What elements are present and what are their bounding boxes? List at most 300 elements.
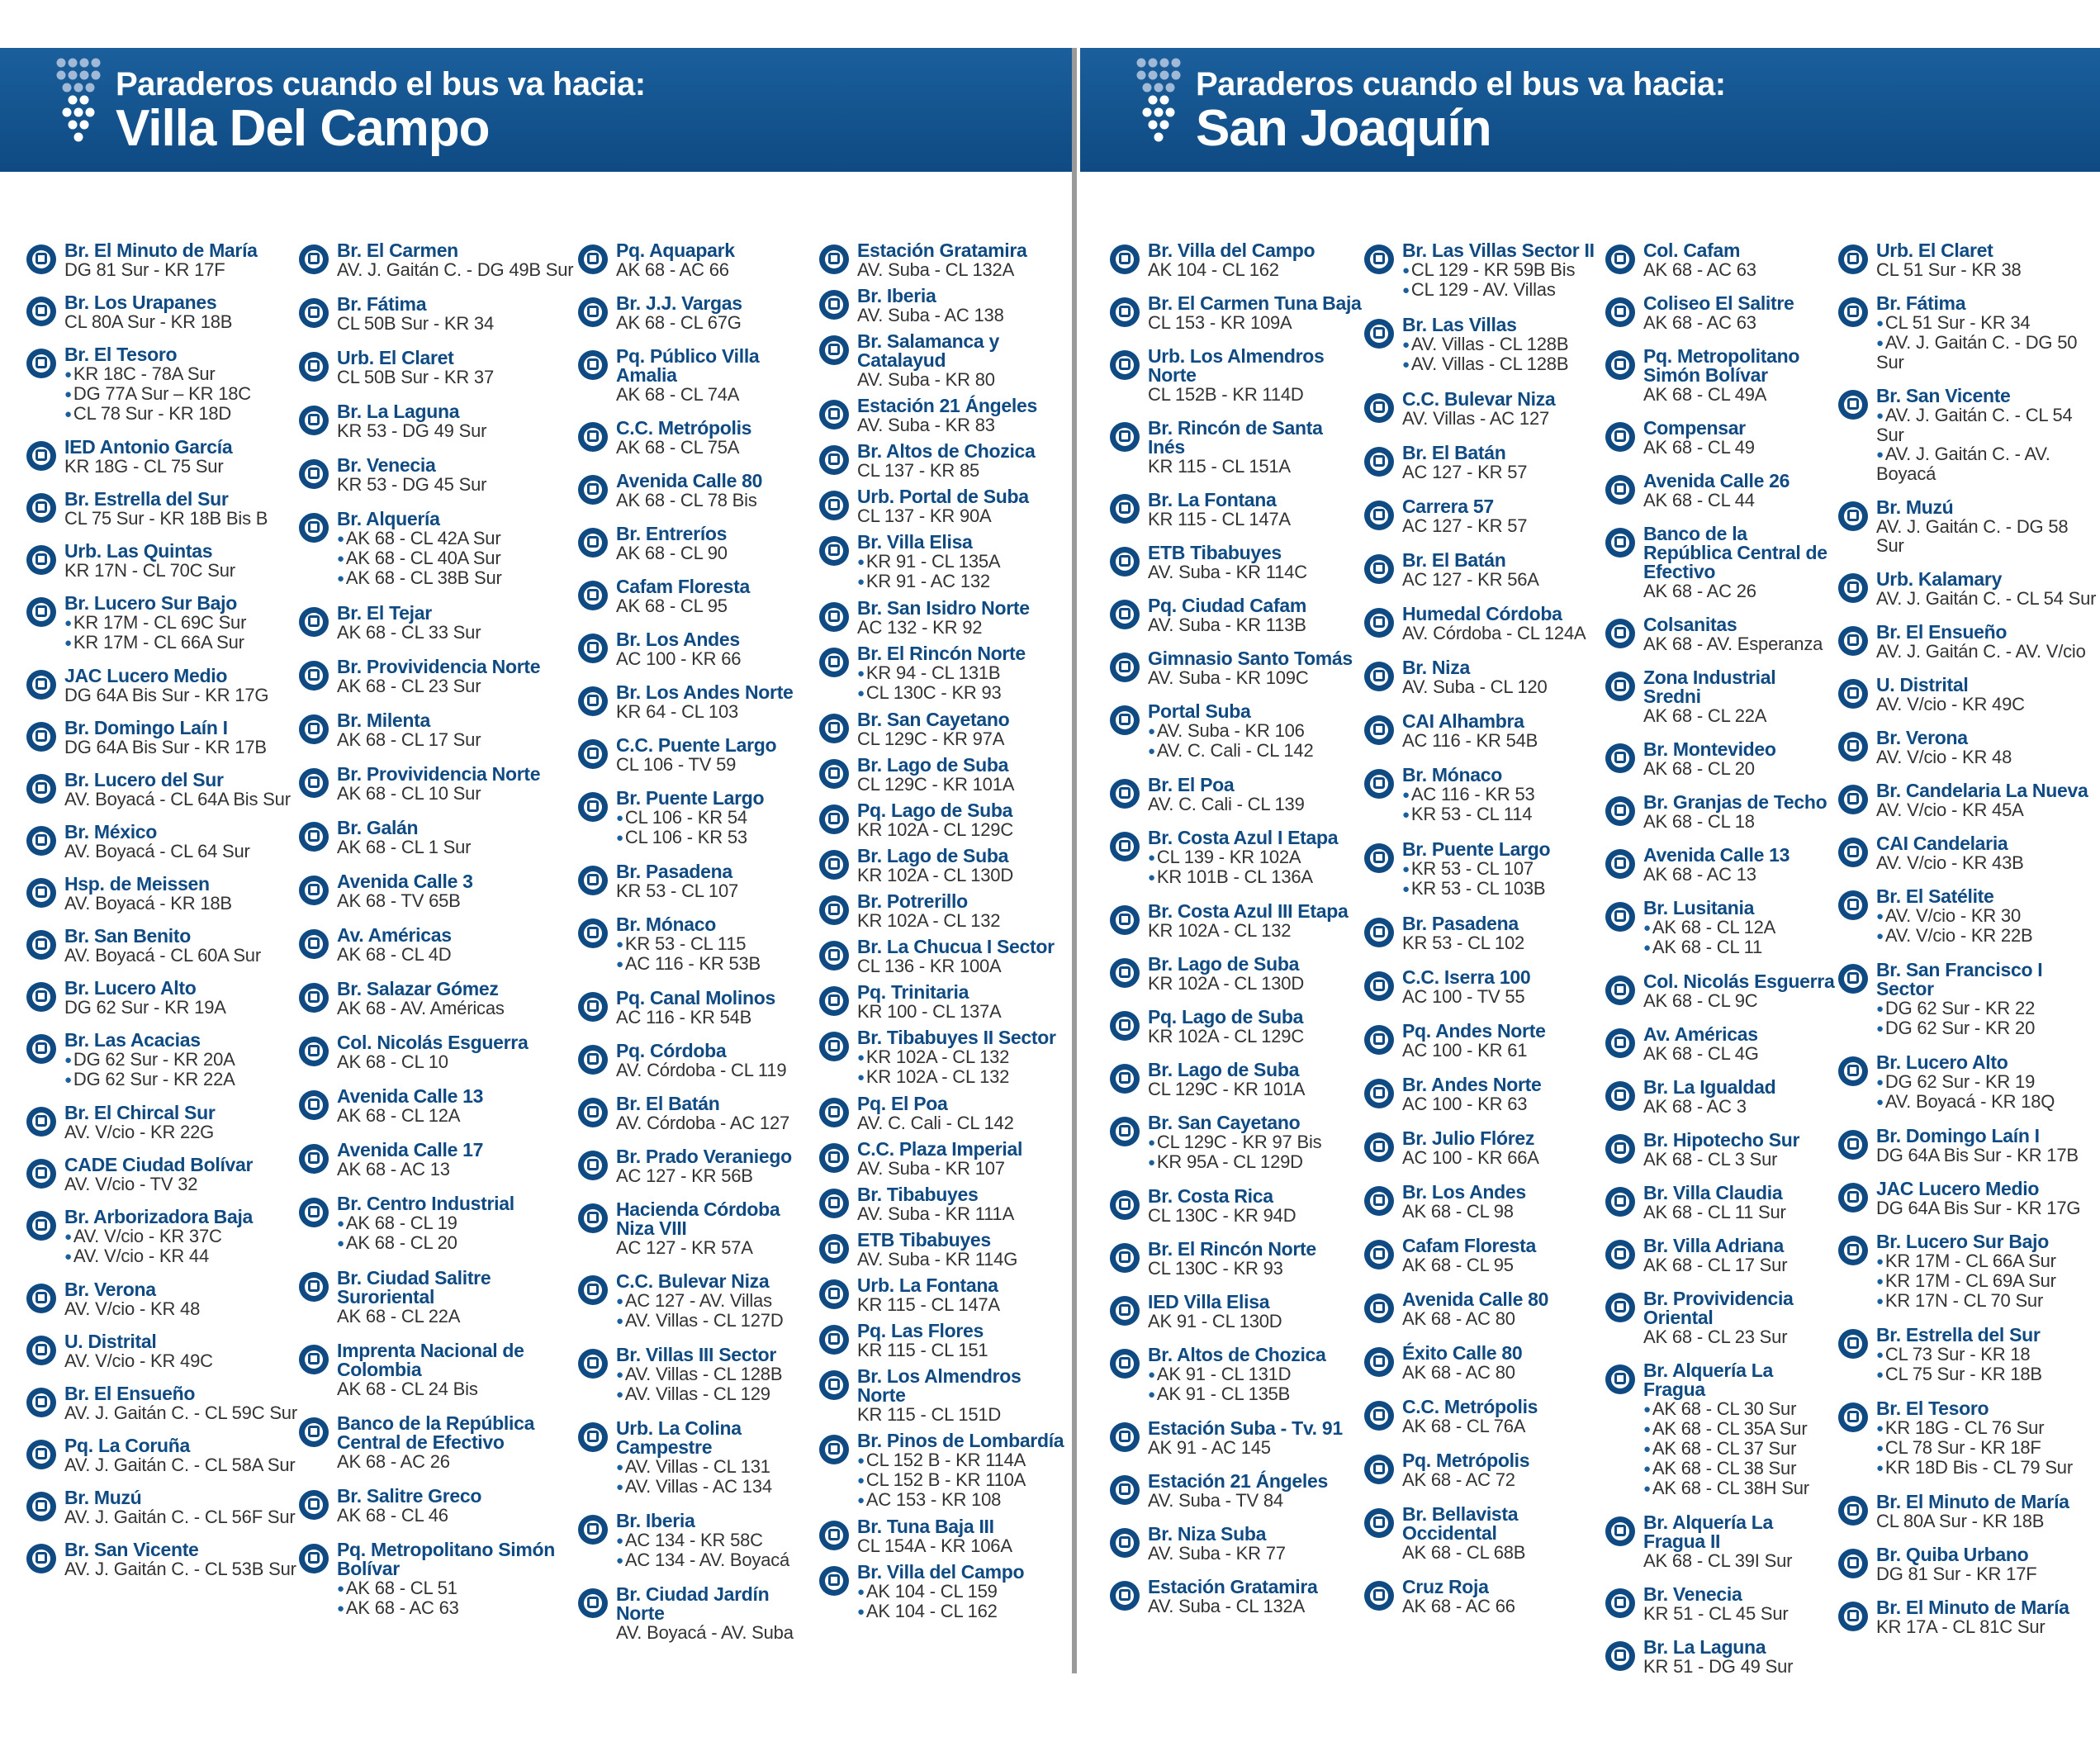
stop-item [1838,1493,2100,1531]
bus-stop-icon [578,918,608,948]
stop-name: Br. San Cayetano [857,709,1010,730]
stop-name: Br. El Rincón Norte [857,643,1026,664]
stop-address: ● AK 68 - CL 30 Sur [1643,1399,1838,1419]
bus-stop-icon [819,602,849,632]
bus-stop-icon [1605,1364,1635,1394]
stop-address: AC 100 - KR 63 [1402,1094,1528,1114]
stop-item [819,892,1067,930]
stop-address: AC 127 - KR 57 [1402,462,1528,482]
stop-name: Banco de la República Central de Efectivo [1643,523,1827,582]
stop-item [299,765,578,803]
stop-address: AC 116 - KR 54B [1402,730,1538,751]
stop-item [1364,316,1605,374]
stop-name: Br. Lago de Suba [1148,1059,1300,1080]
panel-subtitle: Paraderos cuando el bus va hacia: [1196,66,1726,102]
stop-item [1110,649,1364,687]
bus-stop-icon [1110,1296,1140,1326]
stop-item [1838,961,2100,1038]
bus-stop-icon [578,528,608,558]
bus-stop-icon [1838,1130,1868,1160]
bus-stop-icon [299,1037,329,1066]
stop-address: AK 68 - CL 74A [616,384,740,405]
logo-dot [1154,108,1164,117]
stop-name: Éxito Calle 80 [1402,1342,1523,1364]
stop-item [1838,623,2100,661]
stop-name: Br. Provividencia Norte [337,763,541,785]
stop-address: ● AC 153 - KR 108 [857,1490,1067,1510]
bus-stop-icon [578,866,608,895]
bus-stop-icon [578,422,608,452]
stop-name: Av. Américas [337,924,452,946]
stop-address: AK 68 - CL 10 [337,1051,448,1072]
stop-item [1605,972,1838,1010]
stop-item [299,819,578,857]
stop-address: AC 100 - KR 61 [1402,1040,1528,1061]
bus-stop-icon [1364,1025,1394,1055]
stop-name: Urb. La Fontana [857,1274,998,1296]
stop-address: ● DG 62 Sur - KR 22 [1876,999,2100,1018]
bus-stop-icon [1110,779,1140,809]
stop-name: Br. Lucero Sur Bajo [1876,1231,2050,1252]
stop-item [1364,1505,1605,1562]
stop-address: KR 115 - CL 147A [1148,509,1291,529]
stop-name: Estación Gratamira [1148,1576,1318,1597]
bus-stop-icon [819,986,849,1016]
stop-item [1110,1008,1364,1046]
bus-stop-icon [299,822,329,852]
bus-stop-icon [1110,494,1140,524]
stop-item [1364,712,1605,750]
stop-item [1364,840,1605,899]
stop-item [1838,498,2100,555]
bus-stop-icon [1364,1581,1394,1611]
stop-address: AK 68 - CL 12A [337,1105,461,1126]
stop-name: Hsp. de Meissen [64,873,210,895]
stop-address: KR 17A - CL 81C Sur [1876,1616,2045,1637]
stop-name: Br. San Cayetano [1148,1112,1301,1133]
stop-item [819,1094,1067,1132]
stop-name: Br. Muzú [1876,496,1954,518]
stop-address: DG 81 Sur - KR 17F [64,259,225,280]
stop-name: Urb. Las Quintas [64,540,213,562]
stop-address: AC 100 - KR 66 [616,648,742,669]
bus-stop-icon [26,1107,56,1137]
logo-dot [1154,133,1164,142]
stop-item [299,295,578,333]
stop-address: AV. Boyacá - KR 18B [64,893,232,914]
stop-address: AV. V/cio - TV 32 [64,1174,198,1194]
stop-address: AK 68 - CL 9C [1643,990,1758,1011]
stop-name: Br. Villa Elisa [857,531,973,553]
bus-stop-icon [1838,626,1868,656]
bus-stop-icon [819,491,849,520]
stop-name: Br. Tuna Baja III [857,1516,994,1537]
stop-name: Br. Rincón de Santa Inés [1148,417,1323,458]
stop-address: AV. J. Gaitán C. - CL 56F Sur [64,1507,296,1527]
stop-address: AK 68 - CL 49 [1643,437,1755,458]
stop-item [1605,1025,1838,1063]
stop-name: Pq. Las Flores [857,1320,984,1341]
bus-stop-icon [819,895,849,925]
bus-stop-icon [819,400,849,430]
stop-name: ETB Tibabuyes [1148,542,1282,563]
bus-stop-icon [1110,1243,1140,1273]
stop-item [1110,828,1364,887]
stop-address: CL 129C - KR 97A [857,729,1005,749]
stop-item [299,510,578,588]
stop-address: ● KR 102A - CL 132 [857,1047,1067,1067]
stop-address: ● CL 139 - KR 102A [1148,847,1364,867]
stop-item [26,1488,299,1526]
stop-address: CL 130C - KR 93 [1148,1258,1283,1279]
stop-name: Br. Milenta [337,710,431,731]
stop-address: AC 100 - TV 55 [1402,986,1525,1007]
stop-address: AK 68 - CL 33 Sur [337,622,481,643]
stop-address: AK 68 - CL 3 Sur [1643,1149,1778,1170]
stop-item [819,937,1067,975]
stop-address: ● CL 75 Sur - KR 18B [1876,1364,2100,1384]
stop-item [1838,1399,2100,1478]
stop-address: AK 68 - AV. Américas [337,998,505,1018]
stop-name: CADE Ciudad Bolívar [64,1154,254,1175]
stop-name: Br. México [64,821,158,842]
stop-name: Br. Villa del Campo [857,1561,1025,1583]
bus-stop-icon [819,1032,849,1061]
panel-destination: Villa Del Campo [116,100,490,157]
stop-name: Pq. Trinitaria [857,981,969,1003]
stops-logo-icon [55,56,104,147]
bus-stop-icon [1364,1186,1394,1216]
stop-name: Br. Fátima [337,293,427,315]
stop-name: Avenida Calle 80 [1402,1289,1549,1310]
bus-stop-icon [1838,732,1868,762]
stop-name: Br. El Carmen [337,240,458,261]
stop-address: ● AK 68 - CL 38H Sur [1643,1478,1838,1498]
stop-item [1364,968,1605,1006]
stop-name: Br. Villa Adriana [1643,1235,1785,1256]
stop-name: Br. Montevideo [1643,738,1776,760]
stop-address: ● AV. J. Gaitán C. - AV. Boyacá [1876,444,2100,483]
stop-item [1110,1525,1364,1563]
stop-name: Estación Suba - Tv. 91 [1148,1417,1343,1439]
stop-address: AK 91 - AC 145 [1148,1437,1271,1458]
bus-stop-icon [1605,849,1635,879]
stop-item [1110,1345,1364,1404]
logo-dot [57,59,66,68]
stop-name: Br. Puente Largo [616,787,765,809]
stop-address: KR 53 - CL 102 [1402,933,1525,953]
stop-item [578,915,819,974]
stop-address: AV. J. Gaitán C. - CL 54 Sur [1876,588,2097,609]
bus-stop-icon [1110,547,1140,577]
stop-item [1838,1179,2100,1217]
bus-stop-icon [26,1211,56,1241]
stop-item [26,1103,299,1141]
stop-item [819,1517,1067,1555]
bus-stop-icon [578,244,608,274]
stop-name: Br. El Ensueño [1876,621,2008,643]
stop-item [299,1487,578,1525]
stop-address: ● AK 68 - CL 51 [337,1578,578,1598]
stop-address: AV. Suba - AC 138 [857,305,1004,325]
logo-dot [1149,71,1158,80]
stop-address: ● KR 95A - CL 129D [1148,1152,1364,1172]
stop-name: Br. Potrerillo [857,890,968,912]
stop-name: Urb. Kalamary [1876,568,2003,590]
bus-stop-icon [1110,297,1140,327]
stop-name: Br. Mónaco [1402,764,1502,785]
stop-item [819,644,1067,703]
stop-address: CL 75 Sur - KR 18B Bis B [64,508,268,529]
stop-address: KR 102A - CL 130D [1148,973,1305,994]
logo-dot [1154,83,1164,93]
stop-address: ● KR 18C - 78A Sur [64,364,299,384]
stop-name: Br. Los Andes [616,629,740,650]
stop-item [1838,1326,2100,1384]
stop-name: Avenida Calle 13 [337,1085,484,1107]
stop-item [578,862,819,900]
stop-address: AK 68 - CL 22A [337,1306,461,1326]
stop-address: KR 17N - CL 70C Sur [64,560,235,581]
stop-address: ● CL 129C - KR 97 Bis [1148,1132,1364,1152]
stop-address: ● AC 134 - KR 58C [616,1531,819,1550]
stop-address: AK 68 - CL 23 Sur [1643,1326,1788,1347]
stop-address: CL 136 - KR 100A [857,956,1002,976]
stop-item [26,1031,299,1089]
bus-stop-icon [26,1388,56,1417]
panel-header [0,48,1072,172]
stop-address: KR 115 - CL 151D [857,1404,1002,1425]
stop-name: Br. El Batán [1402,549,1506,571]
stop-address: KR 18G - CL 75 Sur [64,456,224,477]
stop-address: CL 50B Sur - KR 37 [337,367,495,387]
stop-address: ● AV. Villas - CL 129 [616,1384,819,1404]
stop-item [1364,1183,1605,1221]
stop-address: AV. J. Gaitán C. - CL 58A Sur [64,1455,296,1475]
stop-name: Br. Alquería [337,508,440,529]
stop-address: ● AV. Villas - AC 134 [616,1477,819,1497]
bus-stop-icon [1110,244,1140,274]
stop-address: ● AV. Villas - CL 131 [616,1457,819,1477]
stop-name: Estación 21 Ángeles [857,395,1037,416]
stop-address: ● AV. Boyacá - KR 18Q [1876,1092,2100,1112]
logo-dot [63,108,72,117]
bus-stop-icon [819,290,849,320]
bus-stop-icon [1838,1402,1868,1432]
stop-address: DG 64A Bis Sur - KR 17B [1876,1145,2079,1165]
stop-item [819,756,1067,794]
stop-address: AK 68 - CL 44 [1643,490,1755,510]
bus-stop-icon [578,1151,608,1180]
bus-stop-icon [1110,832,1140,861]
stop-address: KR 64 - CL 103 [616,701,739,722]
stop-item [1838,676,2100,714]
stop-name: Br. Pasadena [1402,913,1519,934]
bus-stop-icon [819,1234,849,1264]
bus-stop-icon [26,597,56,627]
bus-stop-icon [578,1275,608,1305]
stop-item [26,1280,299,1318]
stop-address: ● CL 106 - KR 54 [616,808,819,828]
stop-address: ● AV. Villas - CL 128B [1402,335,1605,354]
stop-address: AK 68 - AC 63 [1643,312,1756,333]
stop-address: AK 68 - CL 4G [1643,1043,1759,1064]
stop-address: AK 68 - CL 90 [616,543,728,563]
bus-stop-icon [1605,743,1635,773]
stop-address: AK 68 - CL 20 [1643,758,1755,779]
stop-name: Br. El Tesoro [64,344,178,365]
bus-stop-icon [1838,1056,1868,1086]
bus-stop-icon [1364,918,1394,947]
stop-name: Br. Estrella del Sur [64,488,229,510]
stop-item [1838,1598,2100,1636]
bus-stop-icon [1838,964,1868,994]
stop-name: Cruz Roja [1402,1576,1489,1597]
stop-name: Br. Lucero del Sur [64,769,224,790]
stop-address: CL 80A Sur - KR 18B [64,311,233,332]
bus-stop-icon [578,1045,608,1075]
stop-address: AK 68 - CL 76A [1402,1416,1526,1436]
bus-stop-icon [1838,1236,1868,1265]
bus-stop-icon [1364,769,1394,799]
stop-item [819,442,1067,480]
stop-address: AK 68 - CL 24 Bis [337,1379,478,1399]
stop-name: C.C. Bulevar Niza [616,1270,770,1292]
stop-address: AK 68 - CL 4D [337,944,452,965]
bus-stop-icon [819,804,849,834]
stop-item [1364,1344,1605,1382]
stop-address: ● AK 68 - CL 12A [1643,918,1838,937]
logo-dot [80,71,89,80]
stop-item [299,1141,578,1179]
stop-name: Br. Centro Industrial [337,1193,514,1214]
stop-item [1605,668,1838,725]
stop-name: Br. Muzú [64,1487,142,1508]
bus-stop-icon [819,850,849,880]
stop-address: CL 130C - KR 94D [1148,1205,1297,1226]
stop-item [1838,294,2100,372]
stop-address: AK 68 - AC 66 [616,259,729,280]
bus-stop-icon [1110,1349,1140,1379]
bus-stop-icon [26,1336,56,1365]
bus-stop-icon [1110,1064,1140,1094]
bus-stop-icon [1110,600,1140,629]
stop-item [299,1194,578,1253]
stop-address: AV. Suba - KR 111A [857,1203,1015,1224]
stop-name: Col. Nicolás Esguerra [337,1032,529,1053]
stop-name: Pq. Córdoba [616,1040,727,1061]
stop-item [26,979,299,1017]
stop-name: C.C. Metrópolis [1402,1396,1538,1417]
stop-item [578,577,819,615]
stop-name: Urb. El Claret [337,347,454,368]
bus-stop-icon [1605,1134,1635,1164]
stop-address: CL 152B - KR 114D [1148,384,1304,405]
stop-address: AK 68 - AC 66 [1402,1596,1515,1616]
bus-stop-icon [1364,244,1394,274]
stop-address: AV. Suba - CL 132A [857,259,1015,280]
stop-item [26,1384,299,1422]
stop-address: AV. V/cio - KR 45A [1876,800,2024,820]
logo-dot [1160,59,1169,68]
stop-address: AK 68 - CL 22A [1643,705,1767,726]
bus-stop-icon [1838,890,1868,920]
stop-address: ● CL 51 Sur - KR 34 [1876,313,2100,333]
stop-name: Br. Provividencia Norte [337,656,541,677]
stop-name: Br. Pasadena [616,861,732,882]
stop-name: Br. Andes Norte [1402,1074,1542,1095]
logo-dot [1137,59,1146,68]
stop-name: Pq. Aquapark [616,240,735,261]
bus-stop-icon [1605,796,1635,826]
stop-item [1605,1078,1838,1116]
bus-stop-icon [26,826,56,856]
stop-name: Pq. Metropolitano Simón Bolívar [1643,345,1800,386]
stop-item [819,1028,1067,1087]
stop-item [819,287,1067,325]
stop-address: AV. C. Cali - CL 139 [1148,794,1305,814]
stop-name: Br. El Rincón Norte [1148,1238,1316,1260]
bus-stop-icon [1110,1475,1140,1505]
stop-address: AK 68 - AC 63 [1643,259,1756,280]
stop-address: AK 68 - AC 26 [1643,581,1756,601]
stop-item [26,293,299,331]
stop-address: AV. Suba - KR 80 [857,369,995,390]
stop-item [1838,241,2100,279]
bus-stop-icon [578,581,608,610]
logo-dot [1137,71,1146,80]
stop-item [578,472,819,510]
bus-stop-icon [26,244,56,274]
stop-name: IED Villa Elisa [1148,1291,1270,1312]
stop-address: AV. V/cio - KR 49C [64,1350,213,1371]
stop-name: IED Antonio García [64,436,233,458]
stop-item [299,657,578,695]
bus-stop-icon [26,878,56,908]
stop-name: Br. Lucero Alto [1876,1051,2008,1073]
stop-address: AV. Córdoba - CL 119 [616,1060,787,1080]
stop-name: Br. Los Andes [1402,1181,1526,1203]
stop-item [1838,887,2100,946]
bus-stop-icon [1838,1496,1868,1526]
stop-item [819,801,1067,839]
stop-item [1110,1240,1364,1278]
stop-item [1110,902,1364,940]
stop-name: Br. Altos de Chozica [857,440,1036,462]
stop-item [26,771,299,809]
stop-name: Br. Salitre Greco [337,1485,482,1507]
logo-dot [1149,121,1158,130]
stop-address: ● AK 68 - CL 40A Sur [337,548,578,568]
bus-stop-icon [26,982,56,1012]
stop-item [1110,491,1364,529]
stop-address: AV. V/cio - KR 22G [64,1122,215,1142]
stop-name: Br. Bellavista Occidental [1402,1503,1519,1544]
bus-stop-icon [1605,350,1635,380]
stop-name: Br. Alquería La Fragua II [1643,1512,1773,1552]
stop-address: AK 68 - CL 75A [616,437,740,458]
stop-address: ● AK 68 - CL 20 [337,1233,578,1253]
stop-item [1364,605,1605,643]
stop-name: Br. Salazar Gómez [337,978,499,999]
stop-address: ● AV. Villas - CL 128B [616,1364,819,1384]
bus-stop-icon [1364,393,1394,423]
bus-stop-icon [1838,390,1868,420]
stop-item [299,604,578,642]
stop-address: AK 68 - CL 95 [616,596,728,616]
stop-name: Br. El Ensueño [64,1383,196,1404]
bus-stop-icon [578,634,608,663]
